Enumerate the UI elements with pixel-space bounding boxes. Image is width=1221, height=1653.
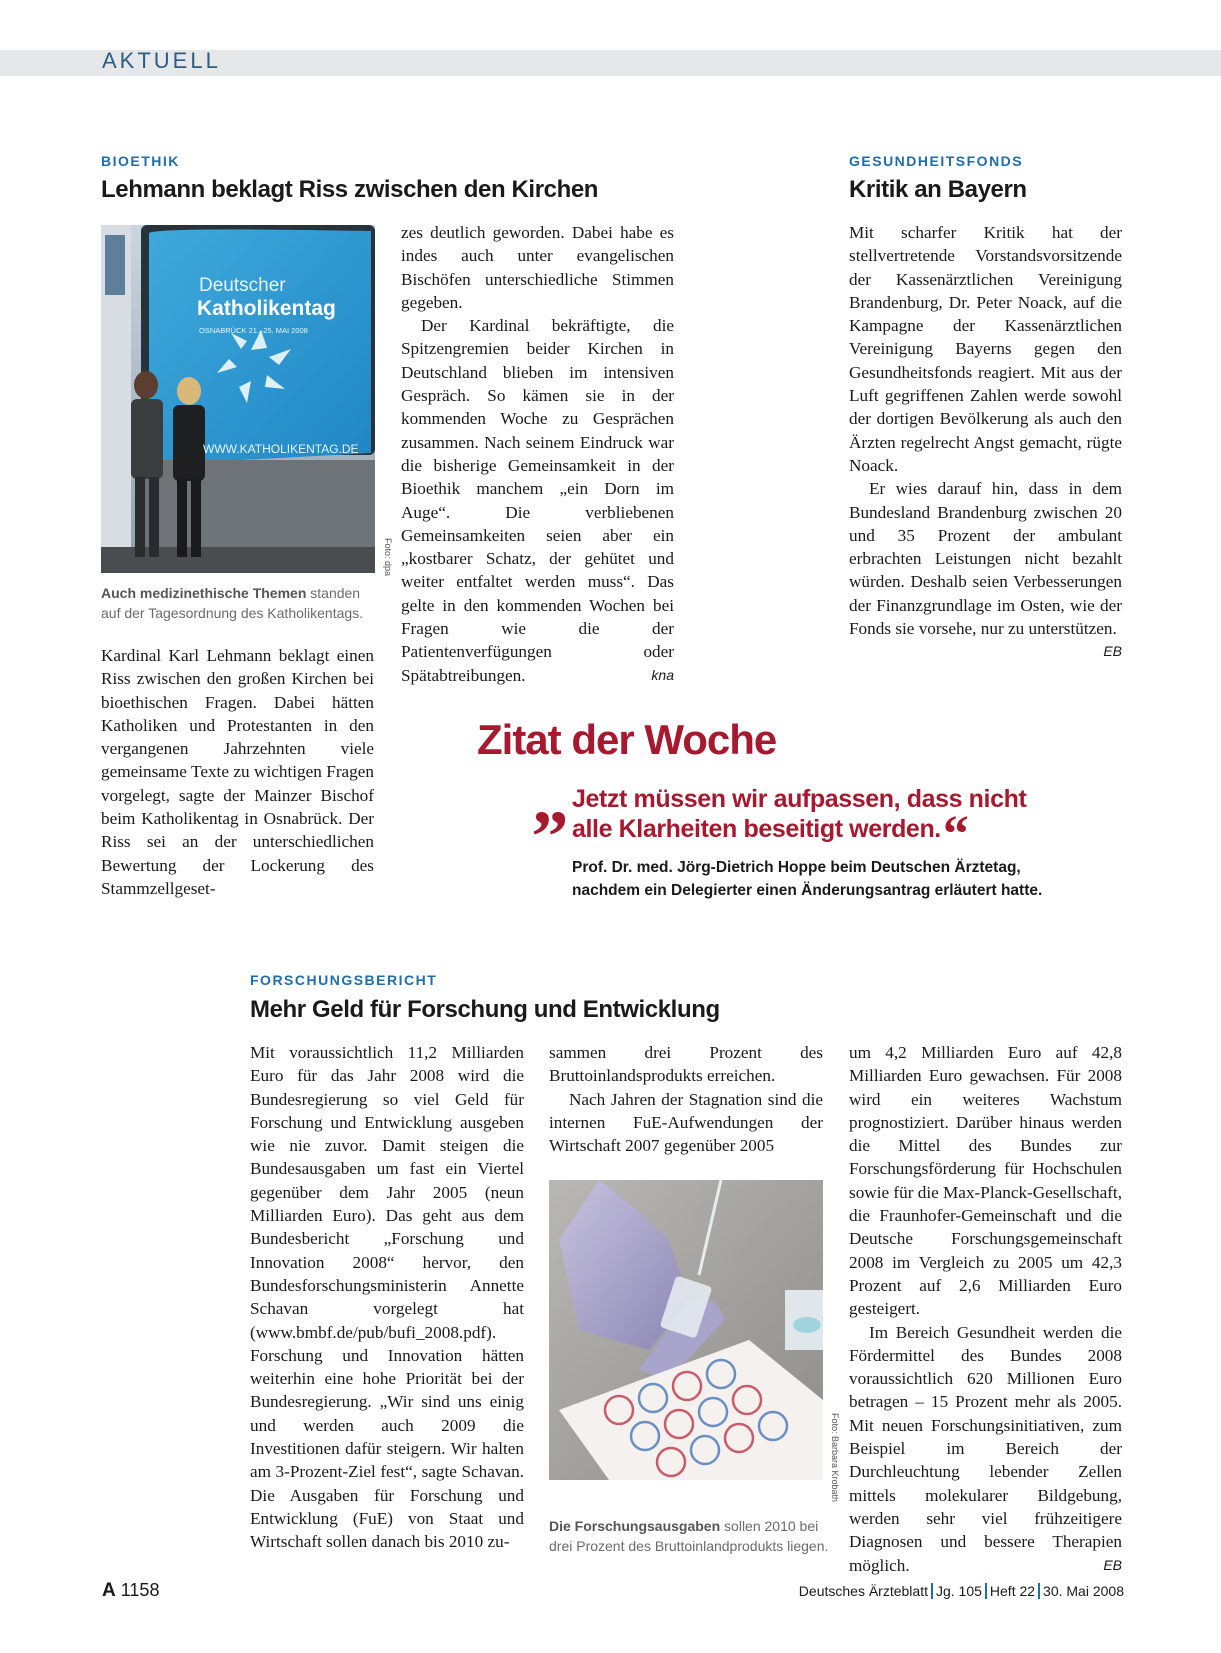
journal-name: Deutsches Ärzteblatt <box>798 1583 928 1599</box>
sign-url: WWW.KATHOLIKENTAG.DE <box>203 442 359 456</box>
page-number-value: 1158 <box>120 1580 160 1600</box>
quote-body: Jetzt müssen wir aufpassen, dass nicht alle Klarheiten beseitigt werden. <box>572 785 1027 843</box>
bioethik-col2-p2: Der Kardinal bekräftigte, die Spitzengremien beider Kirchen in Deutschland blieben im intensiven Gespräch. So kämen sie in der kommenden Woche zu Gesprächen zusammen. Nach seinem Eindruck war die bisherige Gemeinsamkeit in der Bioethik manchem „ein Dorn im Auge“. Die verbliebenen Gemeinsamkeiten seien aber ein „kostbarer Schatz, der gehütet und weiter entfaltet werden muss“. Das gelte in den kommenden Wochen bei Fragen wie die der Patientenverfügungen oder Spätabtreibungen. <box>401 316 674 685</box>
footer-separator <box>931 1583 933 1599</box>
footer-separator <box>1038 1583 1040 1599</box>
laboratory-photo <box>549 1180 823 1480</box>
bioethik-column-2 <box>401 221 674 687</box>
bioethik-caption <box>101 583 377 623</box>
forschung-col1-text: Mit voraussichtlich 11,2 Milliarden Euro für das Jahr 2008 wird die Bundesregierung so viel Geld für Forschung und Entwicklung ausgeben wie nie zuvor. Damit steigen die Bundesausgaben um fast ein Viertel gegenüber dem Jahr 2005 (neun Milliarden Euro). Das geht aus dem Bundesbericht „Forschung und Innovation 2008“ hervor, den Bundesforschungsministerin Annette Schavan vorgelegt hat (www.bmbf.de/pub/bufi_2008.pdf). Forschung und Innovation hätten weiterhin eine hohe Priorität bei der Bundesregierung. „Wir sind uns einig und werden auch 2009 die Investitionen dafür steigern. Wir halten am 3-Prozent-Ziel fest“, sagte Schavan. Die Ausgaben für Forschung und Entwicklung (FuE) von Staat und Wirtschaft sollen danach bis 2010 zu- <box>250 1043 524 1552</box>
bioethik-caption-bold: Auch medizinethische Themen <box>101 585 307 601</box>
forschung-column-1 <box>250 1041 524 1554</box>
forschung-caption <box>549 1516 829 1556</box>
forschung-column-2 <box>549 1041 823 1157</box>
katholikentag-photo-illustration <box>101 225 375 573</box>
quote-close-mark: “ <box>942 806 969 863</box>
laboratory-photo-illustration <box>549 1180 823 1480</box>
zitat-title: Zitat der Woche <box>477 716 777 763</box>
bioethik-col1-text: Kardinal Karl Lehmann beklagt einen Riss zwischen den großen Kirchen bei bioethischen Fragen. Dabei hätten Katholiken und Protestanten in den vergangenen Jahrzehnten viele gemeinsame Texte zu wichtigen Fragen vorgelegt, sagte der Mainzer Bischof beim Katholikentag in Osnabrück. Der Riss sei an der unterschiedlichen Bewertung der Lockerung des Stammzellgeset- <box>101 646 374 898</box>
forschung-column-3 <box>849 1041 1122 1577</box>
sign-line2: Katholikentag <box>197 297 336 320</box>
sign-line1: Deutscher <box>199 275 286 296</box>
katholikentag-photo <box>101 225 375 573</box>
gesundheitsfonds-author: EB <box>1103 643 1122 660</box>
forschung-author: EB <box>1103 1556 1122 1573</box>
journal-volume: Jg. 105 <box>935 1583 982 1599</box>
quote-text <box>572 784 1072 863</box>
forschung-col2-p1: sammen drei Prozent des Bruttoinlandsprodukts erreichen. <box>549 1043 823 1086</box>
bioethik-photo-credit: Foto: dpa <box>383 538 393 577</box>
gesundheitsfonds-p1: Mit scharfer Kritik hat der stellvertretende Vorstandsvorsitzende der Kassenärztlichen Vereinigung Brandenburg, Dr. Peter Noack, auf die Kampagne der Kassenärztlichen Vereinigung Bayerns gegen den Gesundheitsfonds reagiert. Mit aus der Luft gegriffenen Zahlen werde sowohl der dortigen Bevölkerung als auch den Ärzten regelrecht Angst gemacht, rügte Noack. <box>849 223 1122 475</box>
forschung-kicker: FORSCHUNGSBERICHT <box>250 972 438 988</box>
page-number <box>102 1580 159 1602</box>
bioethik-kicker: BIOETHIK <box>101 153 180 169</box>
forschung-col2-p2: Nach Jahren der Stagnation sind die internen FuE-Aufwendungen der Wirtschaft 2007 gegenüber 2005 <box>549 1089 823 1156</box>
quote-source: Prof. Dr. med. Jörg-Dietrich Hoppe beim Deutschen Ärztetag, nachdem ein Delegierter einen Änderungsantrag erläutert hatte. <box>572 859 1043 899</box>
journal-issue: Heft 22 <box>989 1583 1036 1599</box>
quote-open-mark: „ <box>532 758 569 840</box>
forschung-col3-p1: um 4,2 Milliarden Euro auf 42,8 Milliarden Euro gewachsen. Für 2008 wird ein weiteres Wachstum prognostiziert. Darüber hinaus werden die Mittel des Bundes zur Forschungsförderung für Hochschulen sowie für die Max-Planck-Gesellschaft, die Fraunhofer-Gemeinschaft und die Deutsche Forschungsgemeinschaft 2008 im Vergleich zu 2005 um 42,3 Prozent auf 2,6 Milliarden Euro gesteigert. <box>849 1043 1123 1319</box>
sign-line3: OSNABRÜCK 21.–25. MAI 2008 <box>199 326 308 335</box>
forschung-caption-rest: sollen 2010 bei drei Prozent des Bruttoinlandprodukts liegen. <box>549 1518 829 1554</box>
bioethik-col2-p1: zes deutlich geworden. Dabei habe es indes auch unter evangelischen Bischöfen unterschiedliche Stimmen gegeben. <box>401 223 674 312</box>
footer-separator <box>985 1583 987 1599</box>
bioethik-caption-rest: standen auf der Tagesordnung des Katholikentags. <box>101 585 364 621</box>
gesundheitsfonds-headline: Kritik an Bayern <box>849 176 1027 203</box>
forschung-col3-p2: Im Bereich Gesundheit werden die Fördermittel des Bundes 2008 voraussichtlich 620 Millionen Euro betragen – 15 Prozent mehr als 2005. Mit neuen Forschungsinitiativen, zum Beispiel im Bereich der Durchleuchtung lebender Zellen mittels molekularer Bildgebung, werden sehr viel frühzeitigere Diagnosen und bessere Therapien möglich. <box>849 1322 1122 1575</box>
journal-date: 30. Mai 2008 <box>1043 1583 1124 1599</box>
page-prefix: A <box>102 1580 116 1601</box>
forschung-headline: Mehr Geld für Forschung und Entwicklung <box>250 996 720 1023</box>
gesundheitsfonds-column <box>849 221 1122 664</box>
bioethik-column-1 <box>101 644 374 900</box>
journal-info <box>799 1583 1124 1599</box>
section-label: AKTUELL <box>102 48 221 73</box>
gesundheitsfonds-kicker: GESUNDHEITSFONDS <box>849 153 1024 169</box>
bioethik-headline: Lehmann beklagt Riss zwischen den Kirchen <box>101 176 599 203</box>
forschung-caption-bold: Die Forschungsausgaben <box>549 1518 721 1534</box>
bioethik-author: kna <box>651 666 674 683</box>
gesundheitsfonds-p2: Er wies darauf hin, dass in dem Bundesland Brandenburg zwischen 20 und 35 Prozent der ambulant erbrachten Leistungen nicht bezahlt würden. Deshalb seien Verbesserungen der Finanzgrundlage im Osten, wie der Fonds sie vorsehe, nur zu unterstützen. <box>849 479 1122 639</box>
forschung-photo-credit: Foto: Barbara Krobath <box>830 1413 840 1503</box>
